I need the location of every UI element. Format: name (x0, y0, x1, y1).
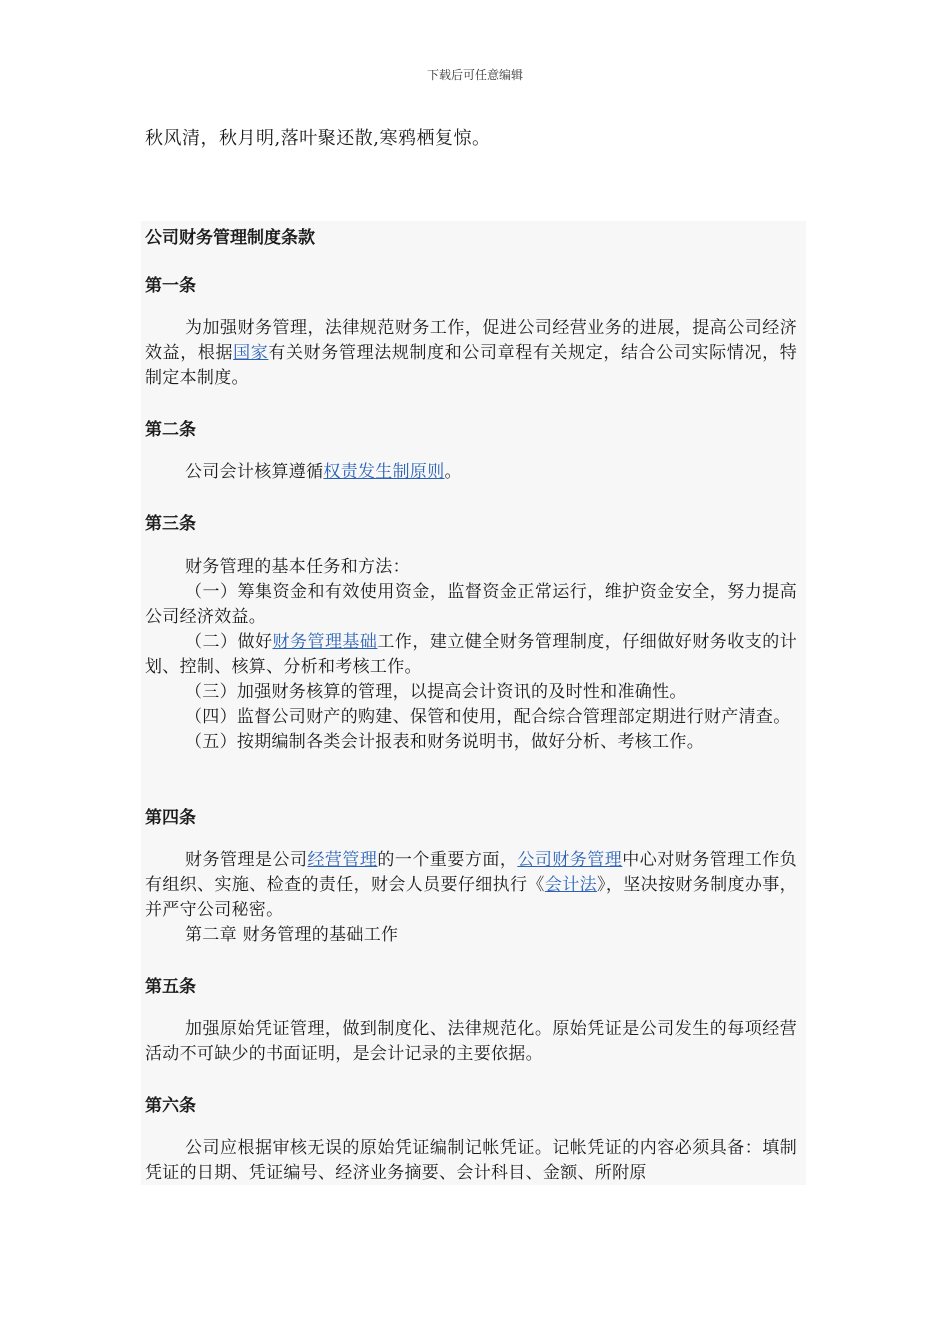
article-5-heading: 第五条 (145, 977, 196, 997)
doc-title: 公司财务管理制度条款 (145, 228, 315, 248)
article-5-paragraph: 加强原始凭证管理，做到制度化、法律规范化。原始凭证是公司发生的每项经营活动不可缺少的书面证明，是会计记录的主要依据。 (145, 1019, 797, 1064)
article-1-text-pre: 为加强财务管理，法律规范财务工作，促进公司经营业务的进展，提高公司经济效益，根据 (145, 318, 797, 363)
article-4-text-a: 财务管理是公司 (185, 850, 308, 870)
link-quanze-principle[interactable]: 权责发生制原则 (323, 462, 445, 482)
article-1-paragraph (145, 316, 797, 391)
article-2-body (145, 460, 797, 485)
article-2-paragraph (145, 460, 797, 485)
article-4-text-b: 的一个重要方面， (377, 850, 518, 870)
article-2-text-post: 。 (444, 462, 462, 482)
link-guojia[interactable]: 国家 (233, 343, 269, 363)
article-3-item-5: （五）按期编制各类会计报表和财务说明书，做好分析、考核工作。 (185, 732, 704, 752)
article-3-item-2 (145, 630, 797, 680)
article-5-body (145, 1017, 797, 1067)
article-6 (145, 1091, 797, 1116)
article-1-body (145, 316, 797, 391)
item-2-text-post: 工作，建立健全财务管理制度，仔细做好财务收支的计划、控制、核算、分析和考核工作。 (145, 632, 798, 677)
article-4-text-c: 中心对财务管理工作负有组织、实施、检查的责任，财会人员要仔细执行《 (145, 850, 797, 895)
header-note: 下载后可任意编辑 (426, 68, 523, 82)
article-6-paragraph: 公司应根据审核无误的原始凭证编制记帐凭证。记帐凭证的内容必须具备：填制凭证的日期、凭证编号、经济业务摘要、会计科目、金额、所附原 (145, 1138, 797, 1183)
article-4-paragraph (145, 848, 797, 923)
poem-line: 秋风清，秋月明,落叶聚还散,寒鸦栖复惊。 (145, 128, 491, 149)
article-3-item-4: （四）监督公司财产的购建、保管和使用，配合综合管理部定期进行财产清查。 (185, 707, 791, 727)
article-2-heading: 第二条 (145, 420, 196, 440)
article-3-item-1: （一）筹集资金和有效使用资金，监督资金正常运行，维护资金安全，努力提高公司经济效益。 (145, 582, 797, 627)
chapter-2-title: 第二章 财务管理的基础工作 (185, 925, 399, 945)
article-3-heading: 第三条 (145, 514, 196, 534)
article-2-text-pre: 公司会计核算遵循 (185, 462, 324, 482)
article-6-heading: 第六条 (145, 1096, 196, 1116)
article-4-heading: 第四条 (145, 808, 196, 828)
article-1-heading: 第一条 (145, 276, 196, 296)
article-3-intro: 财务管理的基本任务和方法： (185, 557, 410, 577)
item-2-text-pre: （二）做好 (185, 632, 273, 652)
article-1 (145, 271, 797, 296)
article-3-body (145, 555, 797, 755)
link-accounting-law[interactable]: 会计法 (544, 875, 597, 895)
article-3-item-3: （三）加强财务核算的管理，以提高会计资讯的及时性和准确性。 (185, 682, 687, 702)
article-1-text-post: 有关财务管理法规制度和公司章程有关规定，结合公司实际情况，特制定本制度。 (145, 343, 797, 388)
link-finance-basics[interactable]: 财务管理基础 (272, 632, 378, 652)
article-block (141, 221, 806, 1185)
article-3 (145, 509, 797, 534)
article-4 (145, 803, 797, 828)
article-2 (145, 415, 797, 440)
link-company-finance-management[interactable]: 公司财务管理 (517, 850, 623, 870)
article-5 (145, 972, 797, 997)
article-4-text-d: 》，坚决按财务制度办事，并严守公司秘密。 (145, 875, 797, 920)
article-6-body (145, 1136, 797, 1185)
article-4-body (145, 848, 797, 948)
link-business-management[interactable]: 经营管理 (307, 850, 378, 870)
